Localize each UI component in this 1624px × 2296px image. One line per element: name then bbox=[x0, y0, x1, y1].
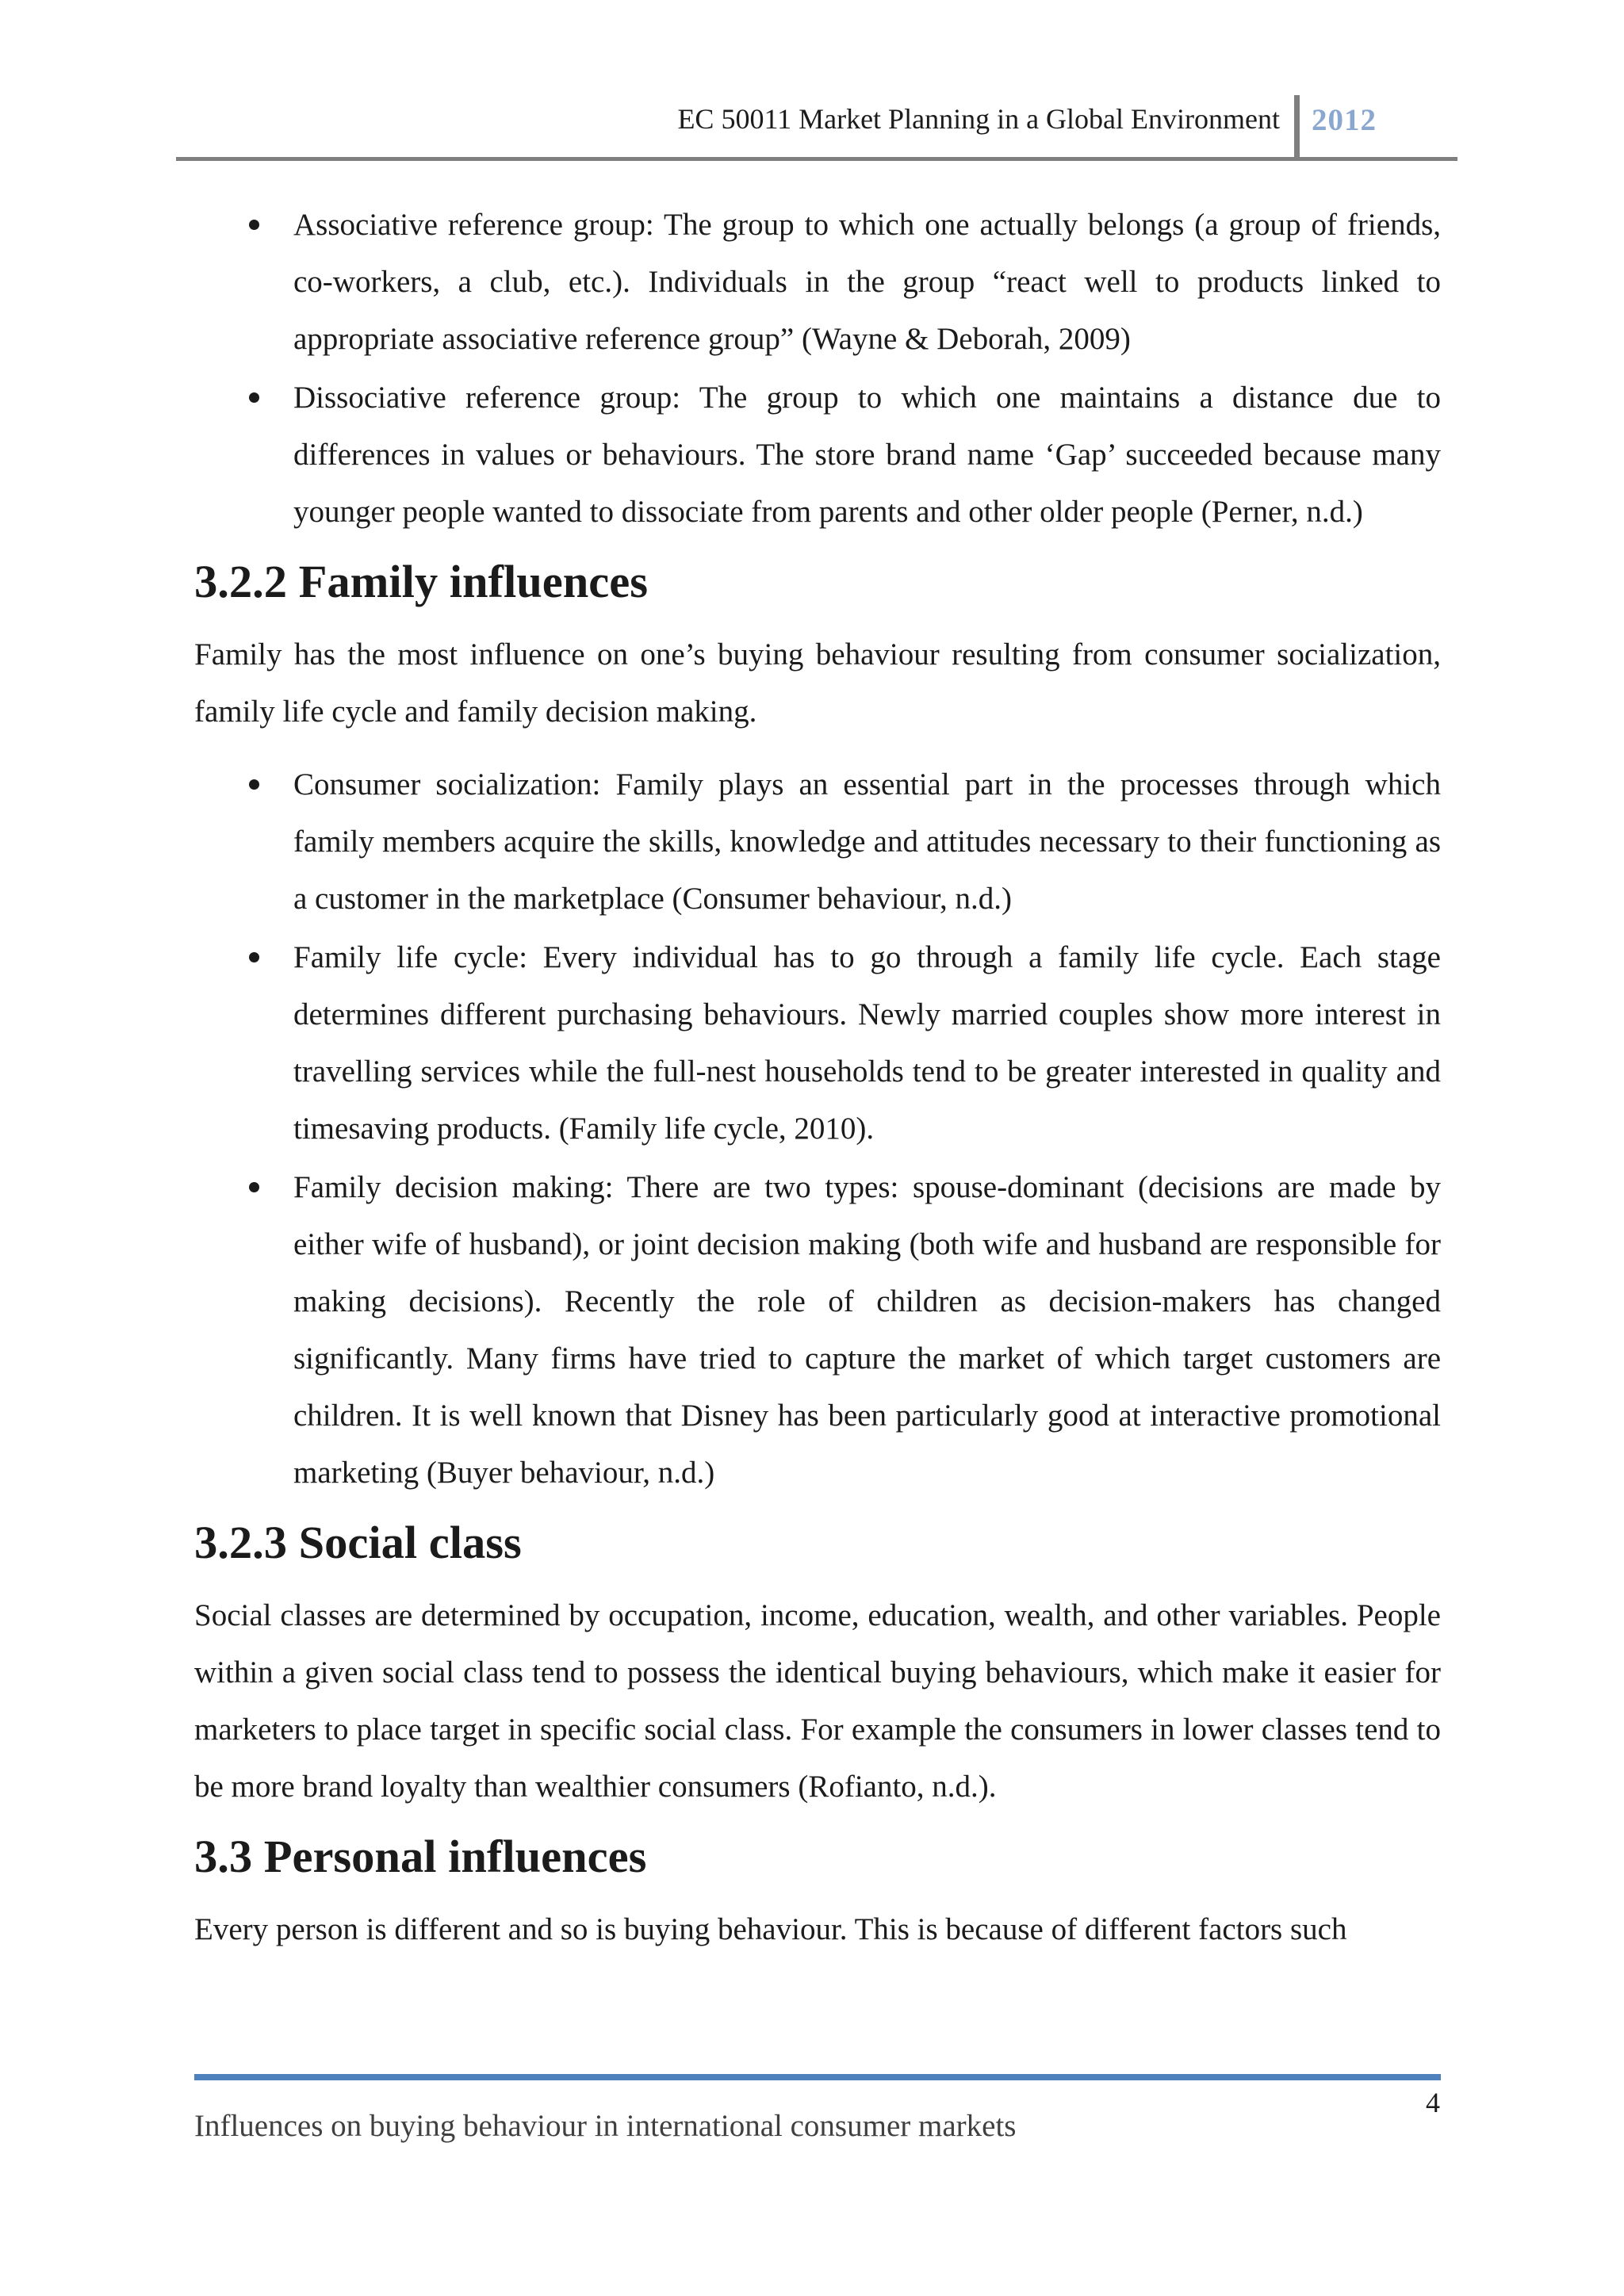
list-item-text: Associative reference group: The group to which one actually belongs (a group of friends, co-workers, a club, etc.). Individuals in the group “react well to products linked to appropriate associative reference group” (Wayne & Deborah, 2009) bbox=[293, 208, 1441, 356]
bullet-icon bbox=[249, 392, 259, 403]
footer-rule bbox=[194, 2074, 1441, 2080]
header-title: EC 50011 Market Planning in a Global Environment bbox=[677, 103, 1280, 135]
list-item-text: Dissociative reference group: The group to which one maintains a distance due to differences in values or behaviours. The store brand name ‘Gap’ succeeded because many younger people wanted to dissociate from parents and other older people (Perner, n.d.) bbox=[293, 381, 1441, 529]
section-heading-family-influences: 3.2.2 Family influences bbox=[194, 556, 648, 607]
bullet-icon bbox=[249, 220, 259, 230]
list-item bbox=[194, 756, 1441, 928]
reference-group-list bbox=[194, 197, 1441, 541]
bullet-icon bbox=[249, 952, 259, 962]
list-item bbox=[194, 197, 1441, 368]
bullet-icon bbox=[249, 779, 259, 790]
page-number: 4 bbox=[1426, 2087, 1440, 2118]
header-divider bbox=[1294, 95, 1300, 160]
bullet-icon bbox=[249, 1182, 259, 1192]
list-item bbox=[194, 929, 1441, 1158]
list-item bbox=[194, 369, 1441, 541]
list-item-text: Family decision making: There are two types: spouse-dominant (decisions are made by either wife of husband), or joint decision making (both wife and husband are responsible for making decisions). Recently the role of children as decision-makers has changed significantly. Many firms have tried to capture the market of which target customers are children. It is well known that Disney has been particularly good at interactive promotional marketing (Buyer behaviour, n.d.) bbox=[293, 1170, 1441, 1490]
section-heading-personal-influences: 3.3 Personal influences bbox=[194, 1831, 647, 1882]
social-class-paragraph: Social classes are determined by occupation, income, education, wealth, and other variables. People within a given social class tend to possess the identical buying behaviours, which make it easier for marketers to place target in specific social class. For example the consumers in lower classes tend to be more brand loyalty than wealthier consumers (Rofianto, n.d.). bbox=[194, 1598, 1441, 1804]
section-heading-social-class: 3.2.3 Social class bbox=[194, 1517, 522, 1568]
list-item-text: Consumer socialization: Family plays an essential part in the processes through which family members acquire the skills, knowledge and attitudes necessary to their functioning as a customer in the marketplace (Consumer behaviour, n.d.) bbox=[293, 767, 1441, 916]
footer-text: Influences on buying behaviour in international consumer markets bbox=[194, 2109, 1017, 2143]
list-item bbox=[194, 1159, 1441, 1502]
list-item-text: Family life cycle: Every individual has to go through a family life cycle. Each stage determines different purchasing behaviours. Newly married couples show more interest in travelling services while the full-nest households tend to be greater interested in quality and timesaving products. (Family life cycle, 2010). bbox=[293, 940, 1441, 1146]
header-rule bbox=[176, 157, 1457, 161]
family-influences-list bbox=[194, 756, 1441, 1502]
header-year: 2012 bbox=[1312, 103, 1377, 137]
page-body bbox=[194, 197, 1441, 1958]
personal-influences-paragraph: Every person is different and so is buying behaviour. This is because of different factors such bbox=[194, 1912, 1347, 1946]
family-influences-paragraph: Family has the most influence on one’s buying behaviour resulting from consumer socialization, family life cycle and family decision making. bbox=[194, 637, 1441, 729]
